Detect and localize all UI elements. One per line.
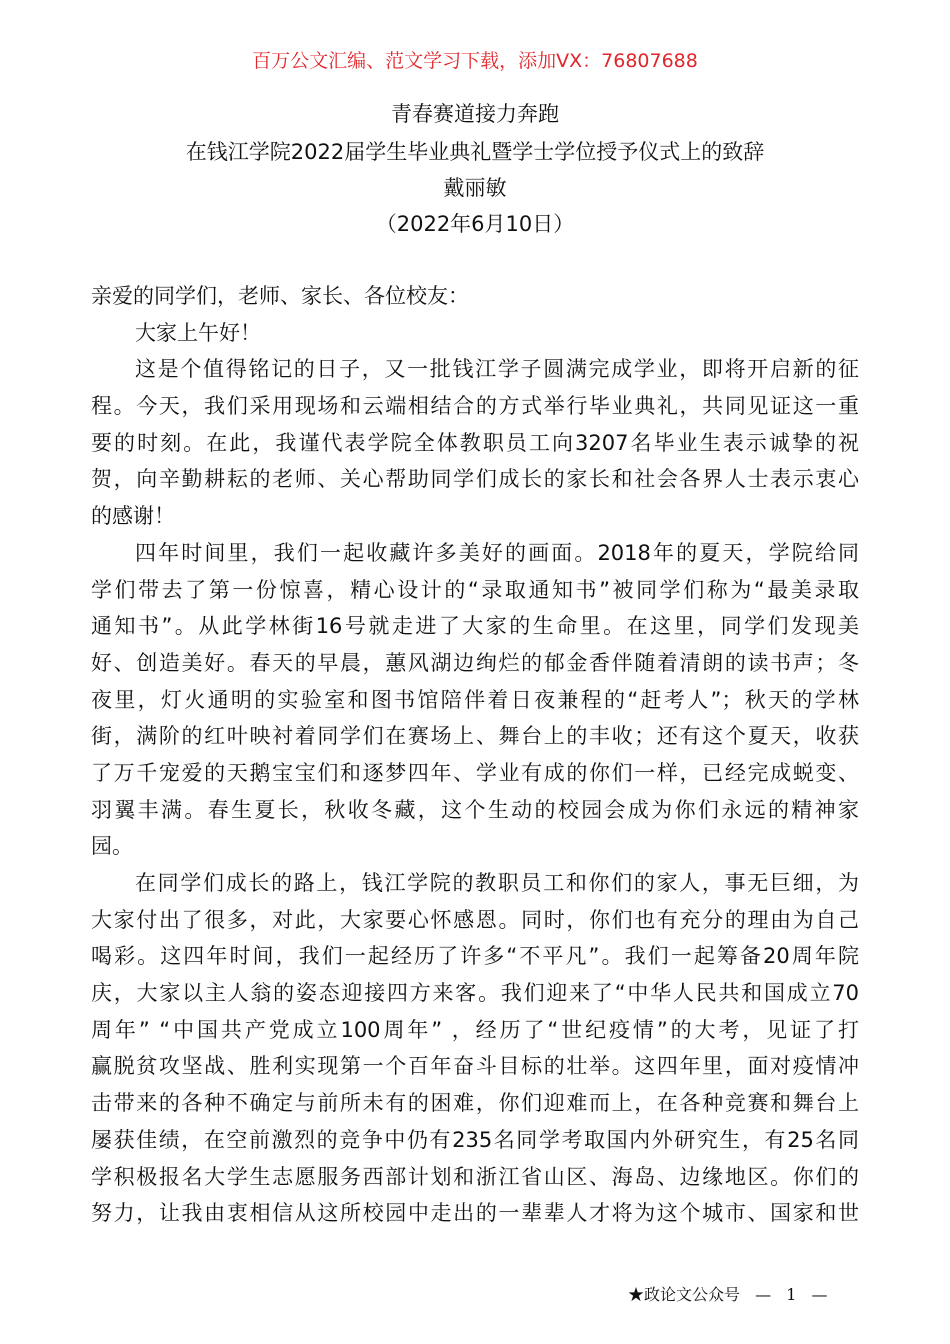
text-line: 园。: [91, 834, 133, 859]
text-line: 夜里，灯火通明的实验室和图书馆陪伴着日夜兼程的“赶考人”；秋天的学林: [91, 687, 859, 712]
text-line: 街，满阶的红叶映衬着同学们在赛场上、舞台上的丰收；还有这个夏天，收获: [91, 724, 859, 749]
text-line: 这是个值得铭记的日子，又一批钱江学子圆满完成学业，即将开启新的征: [135, 357, 859, 382]
document-subtitle: 在钱江学院2022届学生毕业典礼暨学士学位授予仪式上的致辞: [185, 140, 765, 164]
text-line: 程。今天，我们采用现场和云端相结合的方式举行毕业典礼，共同见证这一重: [91, 394, 859, 419]
text-line: 亲爱的同学们，老师、家长、各位校友：: [91, 284, 469, 308]
footer-dash-right: —: [811, 1285, 828, 1304]
text-line: 大家上午好！: [135, 320, 261, 345]
text-line: 喝彩。这四年时间，我们一起经历了许多“不平凡”。我们一起筹备20周年院: [91, 944, 859, 969]
text-line: 的感谢！: [91, 504, 175, 529]
author: 戴丽敏: [443, 176, 507, 200]
paragraph: [91, 278, 859, 315]
text-line: 通知书”。从此学林街16号就走进了大家的生命里。在这里，同学们发现美: [91, 614, 859, 639]
text-line: 屡获佳绩，在空前激烈的竞争中仍有235名同学考取国内外研究生，有25名同: [91, 1127, 859, 1152]
page-number: 1: [786, 1285, 797, 1304]
text-line: 击带来的各种不确定与前所未有的困难，你们迎难而上，在各种竞赛和舞台上: [91, 1091, 859, 1116]
paragraph: [91, 865, 859, 1232]
text-line: 学们带去了第一份惊喜，精心设计的“录取通知书”被同学们称为“最美录取: [91, 577, 859, 602]
paragraph: [91, 351, 859, 534]
paragraph: [91, 535, 859, 865]
document-title: 青春赛道接力奔跑: [391, 102, 559, 126]
text-line: 在同学们成长的路上，钱江学院的教职员工和你们的家人，事无巨细，为: [135, 871, 859, 895]
footer-source: ★政论文公众号: [628, 1285, 741, 1304]
date: （2022年6月10日）: [375, 212, 575, 236]
text-line: 赢脱贫攻坚战、胜利实现第一个百年奋斗目标的壮举。这四年里，面对疫情冲: [91, 1054, 859, 1079]
text-line: 庆，大家以主人翁的姿态迎接四方来客。我们迎来了“中华人民共和国成立70: [91, 981, 859, 1006]
text-line: 好、创造美好。春天的早晨，蕙风湖边绚烂的郁金香伴随着清朗的读书声；冬: [91, 650, 859, 675]
text-line: 羽翼丰满。春生夏长，秋收冬藏，这个生动的校园会成为你们永远的精神家: [91, 797, 859, 822]
text-line: 要的时刻。在此，我谨代表学院全体教职员工向3207名毕业生表示诚挚的祝: [91, 430, 859, 455]
text-line: 学积极报名大学生志愿服务西部计划和浙江省山区、海岛、边缘地区。你们的: [91, 1164, 859, 1189]
watermark-banner: 百万公文汇编、范文学习下载，添加VX：76807688: [252, 50, 698, 72]
document-body: [91, 278, 859, 1232]
text-line: 大家付出了很多，对此，大家要心怀感恩。同时，你们也有充分的理由为自己: [91, 907, 859, 932]
footer-dash-left: —: [755, 1285, 772, 1304]
text-line: 周年” “中国共产党成立100周年” ，经历了“世纪疫情”的大考，见证了打: [91, 1017, 859, 1042]
page-footer: [628, 1282, 827, 1305]
text-line: 了万千宠爱的天鹅宝宝们和逐梦四年、学业有成的你们一样，已经完成蜕变、: [91, 760, 859, 785]
text-line: 努力，让我由衷相信从这所校园中走出的一辈辈人才将为这个城市、国家和世: [91, 1201, 859, 1226]
text-line: 四年时间里，我们一起收藏许多美好的画面。2018年的夏天，学院给同: [135, 540, 859, 565]
text-line: 贺，向辛勤耕耘的老师、关心帮助同学们成长的家长和社会各界人士表示衷心: [91, 467, 859, 492]
paragraph: [91, 315, 859, 352]
